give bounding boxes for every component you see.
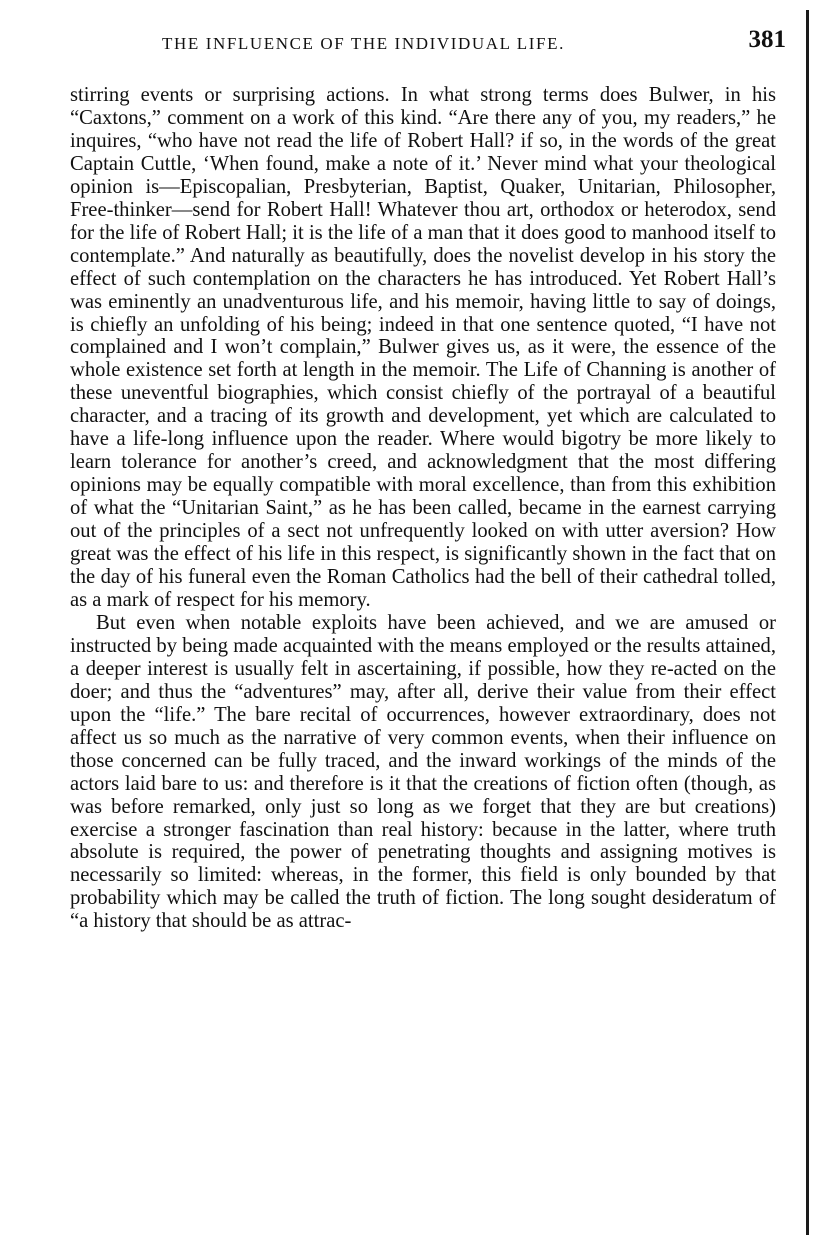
page-header (70, 28, 792, 58)
running-title: THE INFLUENCE OF THE INDIVIDUAL LIFE. (162, 34, 565, 53)
body-text (70, 84, 776, 933)
paragraph-1: stirring events or surprising actions. In what strong terms does Bulwer, in his “Caxtons,” comment on a work of this kind. “Are there any of you, my readers,” he inquires, “who have not read the life of Robert Hall? if so, in the words of the great Captain Cuttle, ‘When found, make a note of it.’ Never mind what your theological opinion is—Episcopalian, Presbyterian, Baptist, Quaker, Unitarian, Philosopher, Free-thinker—send for Robert Hall! Whatever thou art, orthodox or heterodox, send for the life of Robert Hall; it is the life of a man that it does good to manhood itself to contemplate.” And naturally as beautifully, does the novelist develop in his story the effect of such contemplation on the characters he has introduced. Yet Robert Hall’s was eminently an unadventurous life, and his memoir, having little to say of doings, is chiefly an unfolding of his being; indeed in that one sentence quoted, “I have not complained and I won’t complain,” Bulwer gives us, as it were, the essence of the whole existence set forth at length in the memoir. The Life of Channing is another of these uneventful biographies, which consist chiefly of the portrayal of a beautiful character, and a tracing of its growth and development, yet which are calculated to have a life-long influence upon the reader. Where would bigotry be more likely to learn tolerance for another’s creed, and acknowledgment that the most differing opinions may be equally compatible with moral excellence, than from this exhibition of what the “Unitarian Saint,” as he has been called, became in the earnest carrying out of the principles of a sect not unfrequently looked on with utter aversion? How great was the effect of his life in this respect, is significantly shown in the fact that on the day of his funeral even the Roman Catholics had the bell of their cathedral tolled, as a mark of respect for his memory. (70, 84, 776, 611)
page-number: 381 (748, 26, 786, 53)
page-edge-rule (806, 10, 809, 1235)
paragraph-2: But even when notable exploits have been achieved, and we are amused or instructed by being made acquainted with the means employed or the results attained, a deeper interest is usually felt in ascertaining, if possible, how they re-acted on the doer; and thus the “adventures” may, after all, derive their value from their effect upon the “life.” The bare recital of occurrences, however extraordinary, does not affect us so much as the narrative of very common events, when their influence on those concerned can be fully traced, and the inward workings of the minds of the actors laid bare to us: and therefore is it that the creations of fiction often (though, as was before remarked, only just so long as we forget that they are but creations) exercise a stronger fascination than real history: because in the latter, where truth absolute is required, the power of penetrating thoughts and assigning motives is necessarily so limited: whereas, in the former, this field is only bounded by that probability which may be called the truth of fiction. The long sought desideratum of “a history that should be as attrac- (70, 611, 776, 933)
